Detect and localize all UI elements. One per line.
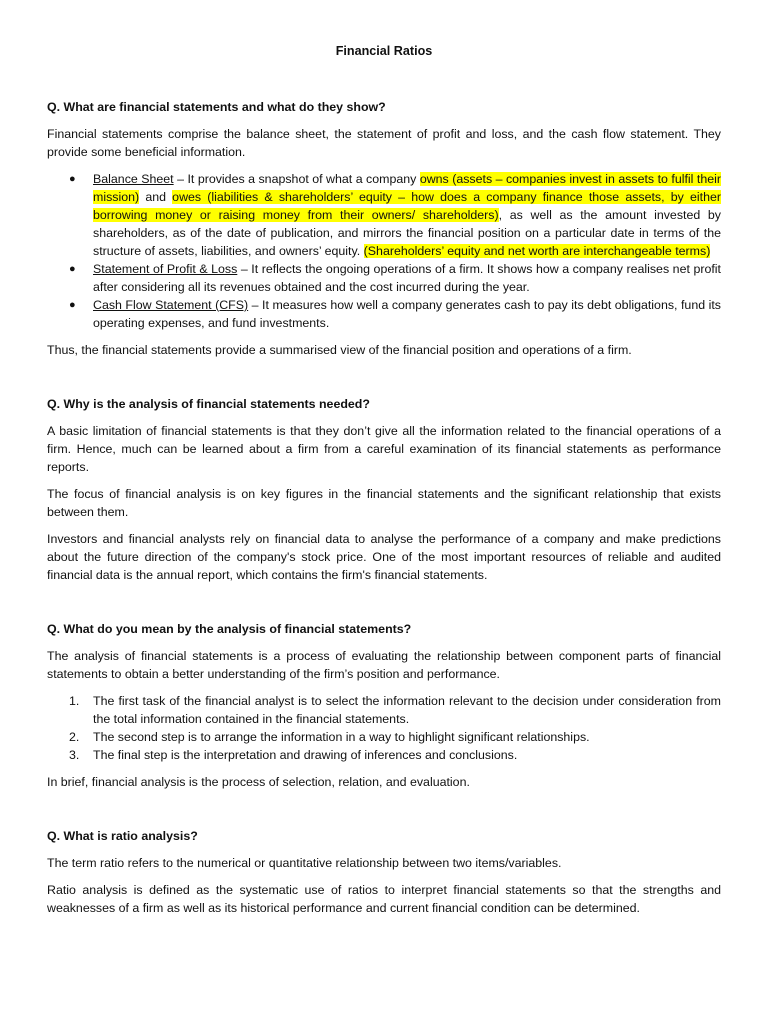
- bullet-icon: ●: [69, 299, 76, 311]
- text-run: – It measures how well a company generates cash to pay its debt obligations, fund its operating expenses, and fund investments.: [93, 298, 722, 330]
- highlighted-text: owns (assets – companies invest in assets to fulfil their mission): [93, 172, 722, 204]
- bullet-icon: ●: [69, 263, 76, 275]
- term-label: Cash Flow Statement (CFS): [93, 298, 249, 312]
- bullet-list: [47, 170, 721, 332]
- paragraph: Investors and financial analysts rely on financial data to analyse the performance of a company and make predictions about the future direction of the company's stock price. One of the most important resources of reliable and audited financial data is the annual report, which contains the firm's financial statements.: [47, 532, 721, 582]
- section-spacer: [47, 368, 721, 395]
- list-number: 2.: [69, 730, 80, 744]
- list-item: [47, 692, 721, 728]
- text-run: and: [139, 190, 173, 204]
- question-heading: Q. What is ratio analysis?: [47, 829, 198, 843]
- list-item-text: The first task of the financial analyst is to select the information relevant to the decision under consideration from the total information contained in the financial statements.: [93, 694, 721, 726]
- term-label: Balance Sheet: [93, 172, 174, 186]
- list-item: [47, 746, 721, 764]
- highlighted-text: owes (liabilities & shareholders’ equity – how does a company finance those assets, by either borrowing money or raising money from their owners/ shareholders): [93, 190, 721, 222]
- list-item-text: The final step is the interpretation and drawing of inferences and conclusions.: [93, 748, 518, 762]
- question-heading: Q. What are financial statements and what do they show?: [47, 100, 386, 114]
- numbered-list: [47, 692, 721, 764]
- section-spacer: [47, 593, 721, 620]
- paragraph: The analysis of financial statements is a process of evaluating the relationship between component parts of financial statements to obtain a better understanding of the firm’s position and performance.: [47, 649, 721, 681]
- paragraph: The term ratio refers to the numerical or quantitative relationship between two items/variables.: [47, 856, 562, 870]
- list-item: [47, 260, 721, 296]
- paragraph: Thus, the financial statements provide a summarised view of the financial position and operations of a firm.: [47, 343, 632, 357]
- text-run: – It reflects the ongoing operations of a firm. It shows how a company realises net profit after considering all its revenues obtained and the cost incurred during the year.: [93, 262, 721, 294]
- term-label: Statement of Profit & Loss: [93, 262, 238, 276]
- text-run: , as well as the amount invested by shareholders, as of the date of publication, and mirrors the financial position on a particular date in terms of the structure of assets, liabilities, and owners’ equity.: [93, 208, 721, 258]
- paragraph: In brief, financial analysis is the process of selection, relation, and evaluation.: [47, 775, 470, 789]
- section-spacer: [47, 800, 721, 827]
- question-heading: Q. What do you mean by the analysis of financial statements?: [47, 622, 412, 636]
- document-title: Financial Ratios: [335, 44, 433, 58]
- bullet-icon: ●: [69, 173, 76, 185]
- paragraph: Ratio analysis is defined as the systematic use of ratios to interpret financial statements so that the strengths and weaknesses of a firm as well as its historical performance and current financial condition can be determined.: [47, 883, 721, 915]
- question-heading: Q. Why is the analysis of financial statements needed?: [47, 397, 370, 411]
- list-item: [47, 728, 721, 746]
- list-item-text: The second step is to arrange the information in a way to highlight significant relationships.: [93, 730, 590, 744]
- paragraph: A basic limitation of financial statements is that they don’t give all the information related to the financial operations of a firm. Hence, much can be learned about a firm from a careful examination of its financial statements as performance reports.: [47, 424, 721, 474]
- paragraph: The focus of financial analysis is on key figures in the financial statements and the significant relationship that exists between them.: [47, 487, 721, 519]
- paragraph: Financial statements comprise the balance sheet, the statement of profit and loss, and the cash flow statement. They provide some beneficial information.: [47, 127, 721, 159]
- highlighted-text: (Shareholders’ equity and net worth are interchangeable terms): [363, 244, 711, 258]
- list-number: 1.: [69, 694, 80, 708]
- list-item: [47, 296, 721, 332]
- text-run: – It provides a snapshot of what a company: [173, 172, 420, 186]
- list-item: [47, 170, 721, 260]
- list-number: 3.: [69, 748, 80, 762]
